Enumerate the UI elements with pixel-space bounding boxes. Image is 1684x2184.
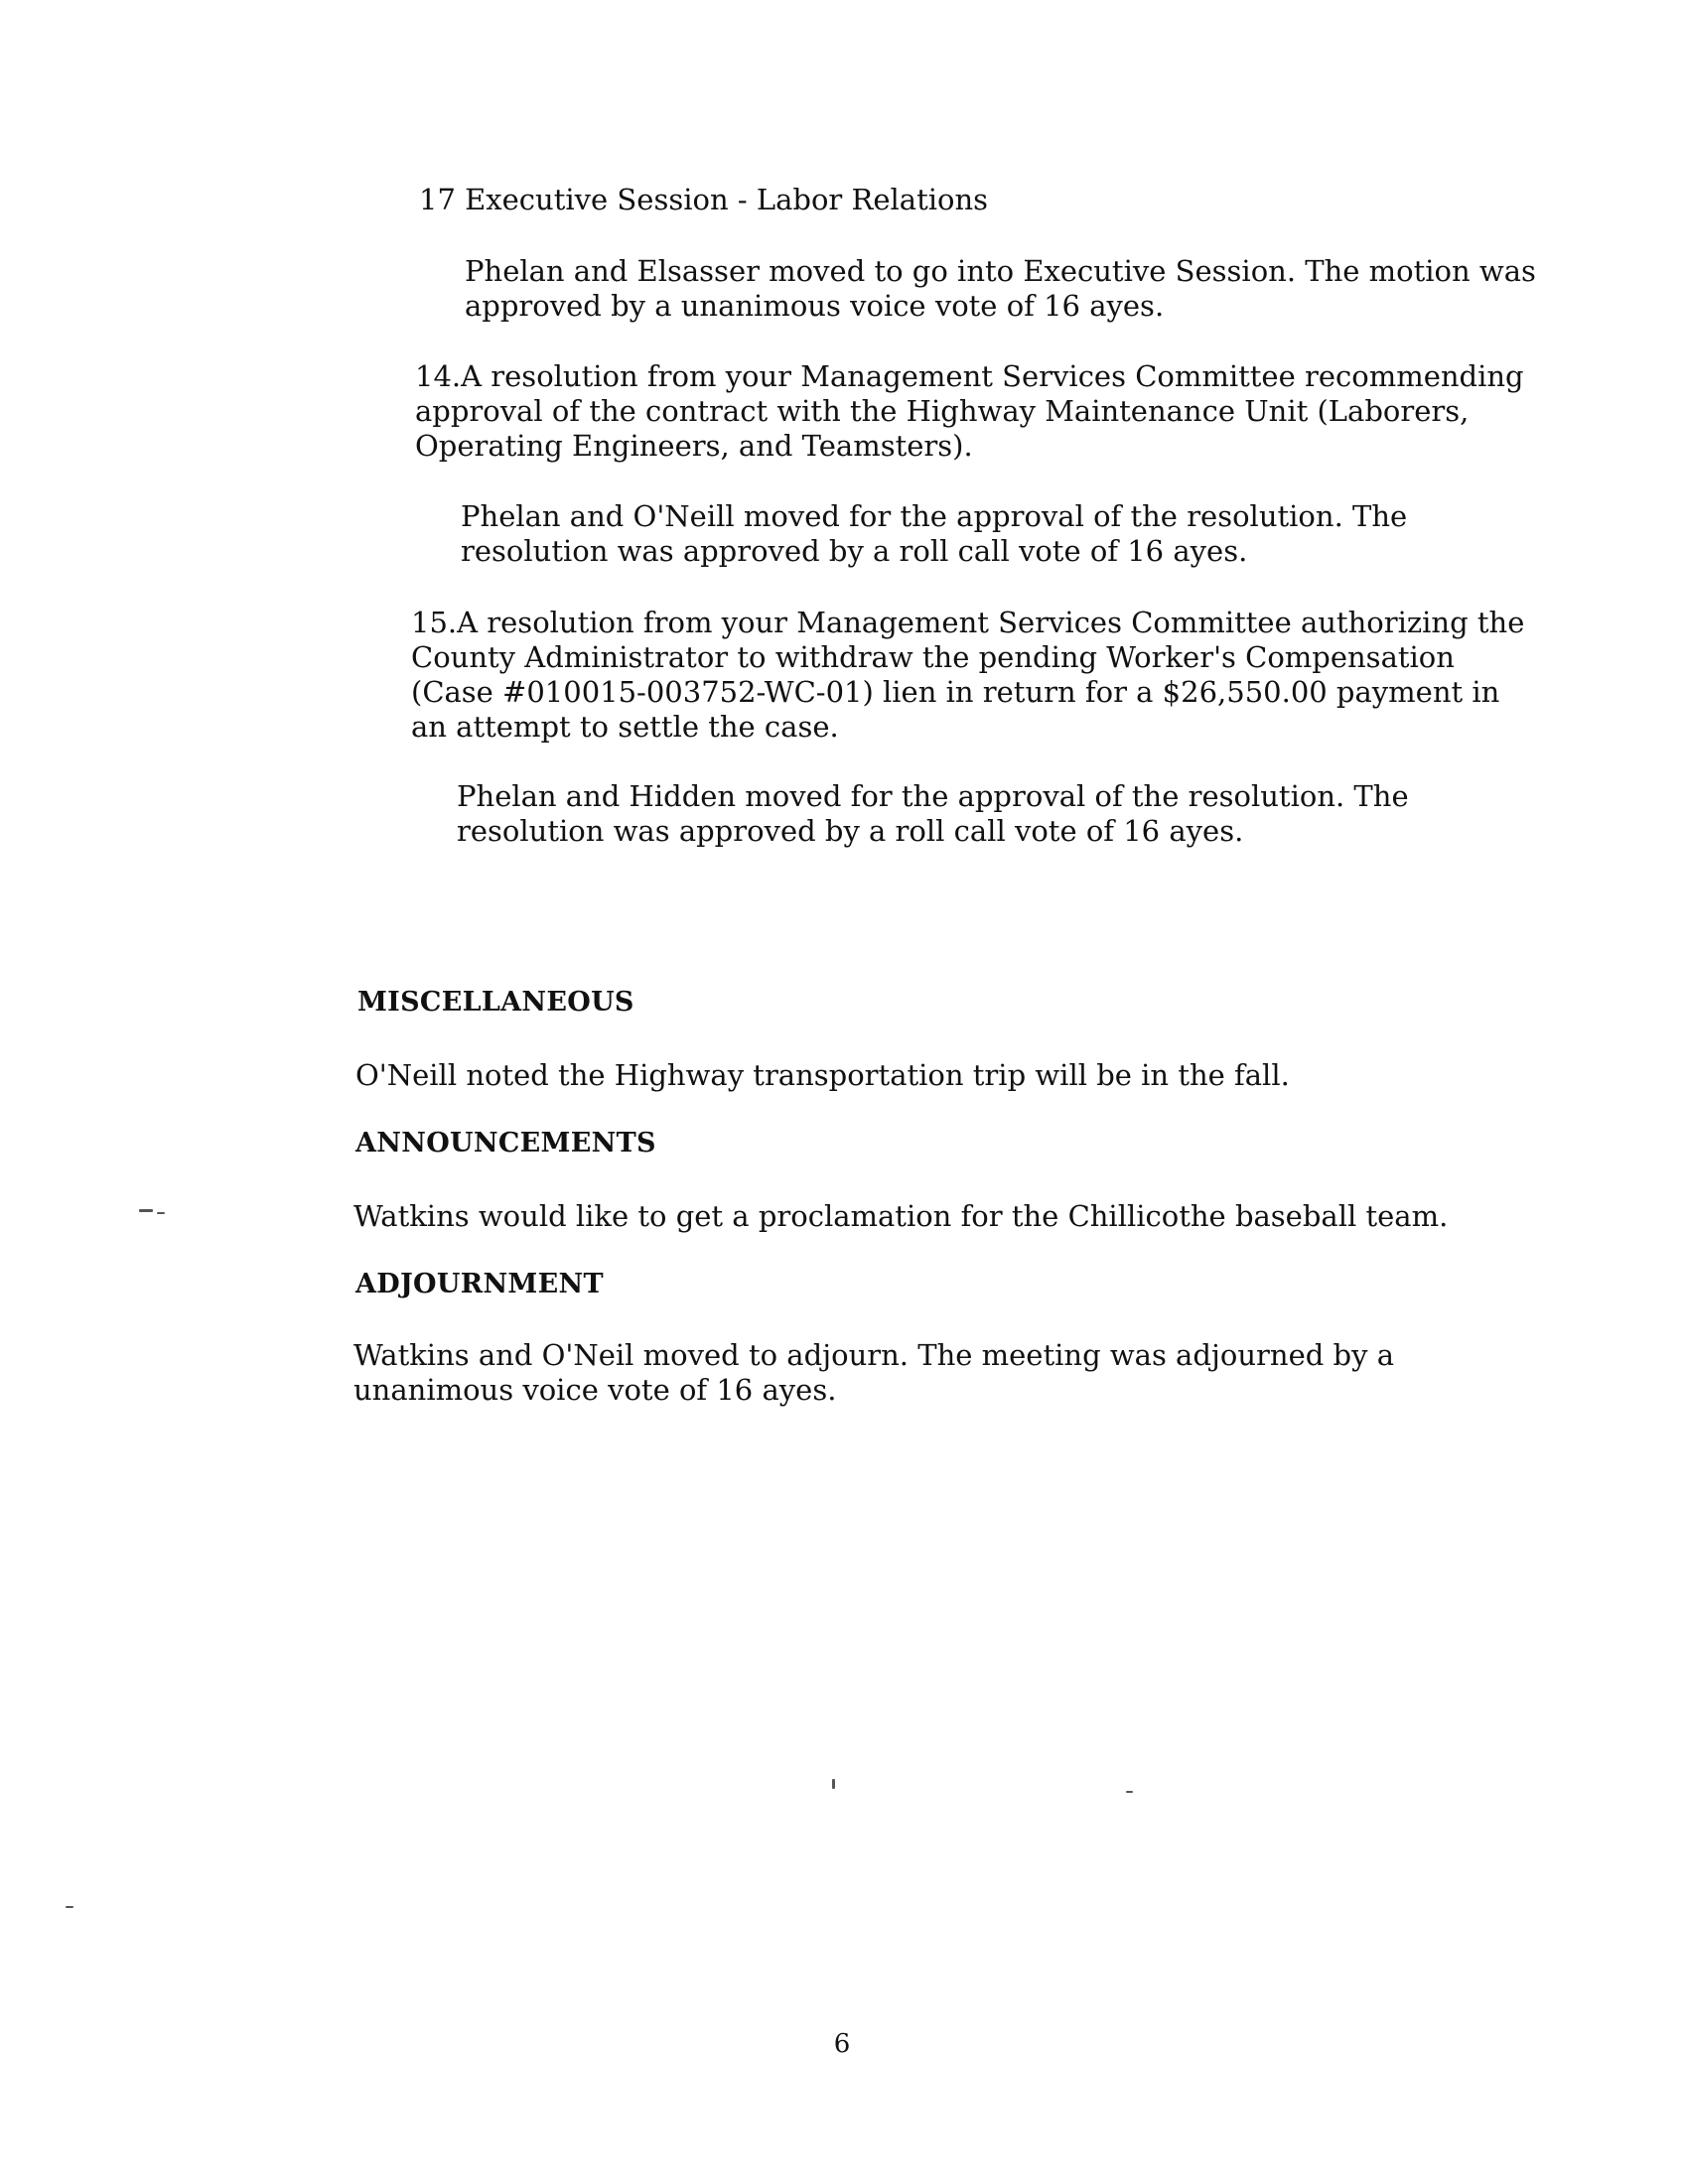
scan-speck: [1126, 1791, 1133, 1793]
scan-speck: [157, 1212, 165, 1214]
page-number: 6: [833, 2029, 851, 2059]
item-15-heading: 15.A resolution from your Management Services Committee authorizing the County Administrator to withdraw the pending Worker's Compensation (Case #010015-003752-WC-01) lien in return for a $26,550.00 payment in an attempt to settle the case.: [411, 606, 1525, 744]
item-15-body: Phelan and Hidden moved for the approval of the resolution. The resolution was approved by a roll call vote of 16 ayes.: [457, 779, 1409, 848]
adjournment-heading: ADJOURNMENT: [355, 1269, 604, 1299]
scan-speck: [139, 1209, 153, 1212]
item-14-heading: 14.A resolution from your Management Services Committee recommending approval of the contract with the Highway Maintenance Unit (Laborers, Operating Engineers, and Teamsters).: [415, 359, 1524, 463]
scan-speck: [66, 1906, 73, 1908]
item-17-body: Phelan and Elsasser moved to go into Executive Session. The motion was approved by a unanimous voice vote of 16 ayes.: [465, 254, 1536, 323]
item-17-heading: 17 Executive Session - Labor Relations: [419, 183, 989, 216]
item-14-body: Phelan and O'Neill moved for the approval of the resolution. The resolution was approved by a roll call vote of 16 ayes.: [461, 499, 1408, 568]
announcements-heading: ANNOUNCEMENTS: [355, 1128, 656, 1159]
miscellaneous-heading: MISCELLANEOUS: [357, 987, 634, 1018]
announcements-text: Watkins would like to get a proclamation for the Chillicothe baseball team.: [353, 1199, 1449, 1233]
miscellaneous-text: O'Neill noted the Highway transportation trip will be in the fall.: [355, 1058, 1290, 1092]
adjournment-text: Watkins and O'Neil moved to adjourn. The meeting was adjourned by a unanimous voice vote of 16 ayes.: [353, 1338, 1394, 1407]
scan-speck: [832, 1779, 835, 1789]
